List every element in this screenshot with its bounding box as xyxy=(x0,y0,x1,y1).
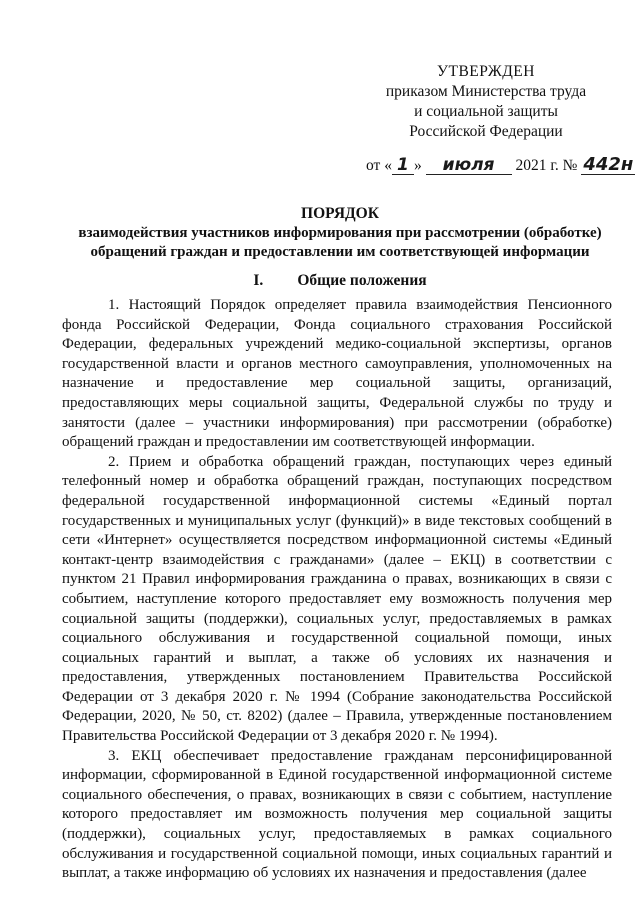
document-body xyxy=(62,296,612,884)
order-date-line xyxy=(366,154,634,177)
approval-block xyxy=(352,62,620,142)
document-title: ПОРЯДОК xyxy=(301,205,379,222)
document-subtitle xyxy=(58,224,622,262)
document-subtitle-line-1: взаимодействия участников информирования при рассмотрении (обработке) xyxy=(78,225,602,241)
paragraph-1: 1. Настоящий Порядок определяет правила взаимодействия Пенсионного фонда Российской Федерации, Фонда социального страхования Российской Федерации, федеральных учреждений медико-социальной экспертизы, органов государственной власти и органов местного самоуправления, уполномоченных на назначение и предоставление мер социальной защиты, организаций, предоставляющих меры социальной защиты, Федеральной службы по труду и занятости (далее – участники информирования) при рассмотрении (обработке) обращений граждан и предоставлении им соответствующей информации. xyxy=(62,297,612,451)
paragraph-2: 2. Прием и обработка обращений граждан, поступающих через единый телефонный номер и обработка обращений граждан, поступающих посредством федеральной государственной информационной системы «Единый портал государственных и муниципальных услуг (функций)» в виде текстовых сообщений в сети «Интернет» осуществляется посредством информационной системы «Единый контакт-центр взаимодействия с гражданами» (далее – ЕКЦ) в соответствии с пунктом 21 Правил информирования гражданина о правах, возникающих в связи с событием, наступление которого предоставляет ему возможность получения мер социальной защиты (поддержки), социальных услуг, предоставляемых в рамках социального обслуживания и государственной социальной помощи, иных социальных гарантий и выплат, а также об условиях их назначения и предоставления, утвержденных постановлением Правительства Российской Федерации от 3 декабря 2020 г. № 1994 (Собрание законодательства Российской Федерации, 2020, № 50, ст. 8202) (далее – Правила, утвержденные постановлением Правительства Российской Федерации от 3 декабря 2020 г. № 1994). xyxy=(62,453,612,745)
approval-line-3: Российской Федерации xyxy=(409,123,563,140)
section-heading xyxy=(60,271,620,291)
section-number: I. xyxy=(253,272,264,289)
section-title: Общие положения xyxy=(297,272,427,289)
order-month-handwritten: июля xyxy=(426,156,512,175)
document-subtitle-line-2: обращений граждан и предоставлении им соответствующей информации xyxy=(90,244,590,260)
paragraph-3: 3. ЕКЦ обеспечивает предоставление гражданам персонифицированной информации, сформированной в Единой государственной информационной системе социального обеспечения, о правах, возникающих в связи с событием, наступление которого предоставляет им возможность получения мер социальной защиты (поддержки), социальных услуг, предоставляемых в рамках социального обслуживания и государственной социальной помощи, иных социальных гарантий и выплат, а также информацию об условиях их назначения и предоставления (далее xyxy=(62,747,612,882)
order-day-handwritten: 1 xyxy=(392,156,414,175)
order-prefix: от « xyxy=(366,157,392,174)
approval-title: УТВЕРЖДЕН xyxy=(437,63,535,80)
approval-line-1: приказом Министерства труда xyxy=(385,83,587,100)
order-year-text: 2021 г. № xyxy=(515,157,578,174)
order-mid: » xyxy=(413,157,422,174)
approval-line-2: и социальной защиты xyxy=(414,103,558,120)
order-number-handwritten: 442н xyxy=(583,154,634,175)
